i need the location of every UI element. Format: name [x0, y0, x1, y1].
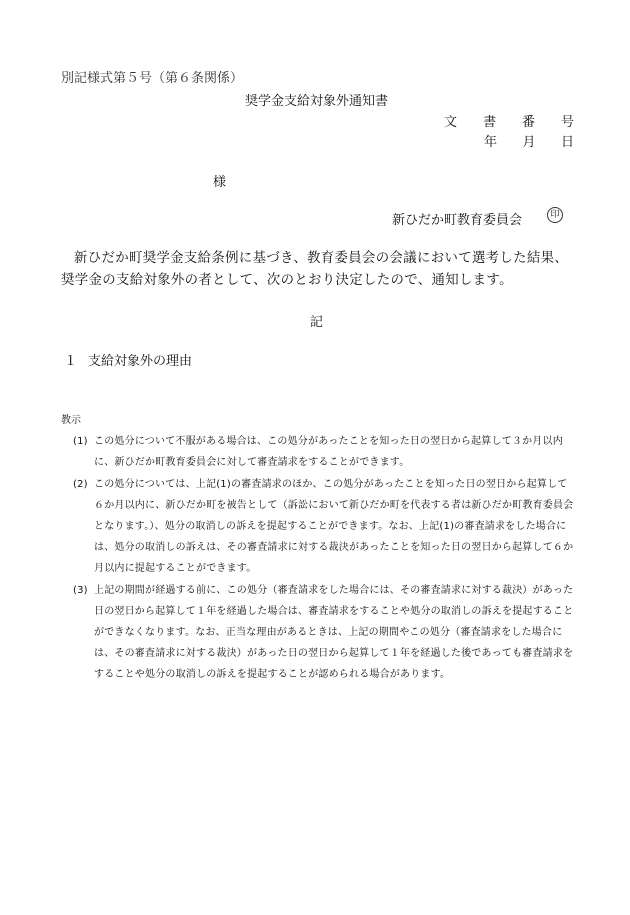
kyoji-label: 教示	[61, 415, 81, 426]
doc-number-char: 号	[560, 115, 574, 130]
doc-number-char: 文	[444, 115, 458, 130]
kyoji-item	[61, 431, 576, 473]
issuer-name: 新ひだか町教育委員会	[392, 213, 523, 228]
seal-mark: 印	[547, 207, 563, 223]
doc-number-char: 書	[482, 115, 496, 130]
kyoji-item-mark: (2)	[73, 479, 88, 490]
kyoji-item-text: この処分については、上記(1)の審査請求のほか、この処分があったことを知った日の翌日から起算して６か月以内に、新ひだか町を被告として（訴訟において新ひだか町を代表する者は新ひだか町教育委員会となります。）、処分の取消しの訴えを提起することができます。なお、上記(1)の審査請求をした場合には、処分の取消しの訴えは、その審査請求に対する裁決があったことを知った日の翌日から起算して６か月以内に提起することができます。	[94, 479, 574, 574]
addressee-suffix: 様	[213, 175, 227, 190]
kyoji-item	[61, 474, 576, 579]
notice-body: 新ひだか町奨学金支給条例に基づき、教育委員会の会議において選考した結果、奨学金の支給対象外の者として、次のとおり決定したので、通知します。	[61, 251, 569, 288]
document-number-line	[444, 111, 574, 130]
section-1-label: 支給対象外の理由	[88, 354, 193, 369]
date-month-char: 月	[522, 135, 536, 150]
kyoji-item-mark: (3)	[73, 585, 88, 596]
kyoji-item	[61, 580, 576, 685]
form-label: 別記様式第５号（第６条関係）	[61, 71, 244, 86]
section-1-heading	[64, 350, 192, 369]
kyoji-item-mark: (1)	[73, 436, 88, 447]
ki-heading: 記	[310, 315, 324, 330]
kyoji-item-text: 上記の期間が経過する前に、この処分（審査請求をした場合には、その審査請求に対する裁決）があった日の翌日から起算して１年を経過した場合は、審査請求をすることや処分の取消しの訴えを提起することができなくなります。なお、正当な理由があるときは、上記の期間やこの処分（審査請求をした場合には、その審査請求に対する裁決）があった日の翌日から起算して１年を経過した後であっても審査請求をすることや処分の取消しの訴えを提起することが認められる場合があります。	[94, 585, 574, 680]
section-1-number: １	[64, 354, 78, 369]
doc-number-char: 番	[521, 115, 535, 130]
date-day-char: 日	[560, 135, 574, 150]
date-line	[484, 131, 574, 150]
document-title: 奨学金支給対象外通知書	[245, 94, 389, 109]
date-year-char: 年	[484, 135, 498, 150]
kyoji-list	[61, 431, 576, 686]
kyoji-item-text: この処分について不服がある場合は、この処分があったことを知った日の翌日から起算して３か月以内に、新ひだか町教育委員会に対して審査請求をすることができます。	[94, 436, 563, 468]
